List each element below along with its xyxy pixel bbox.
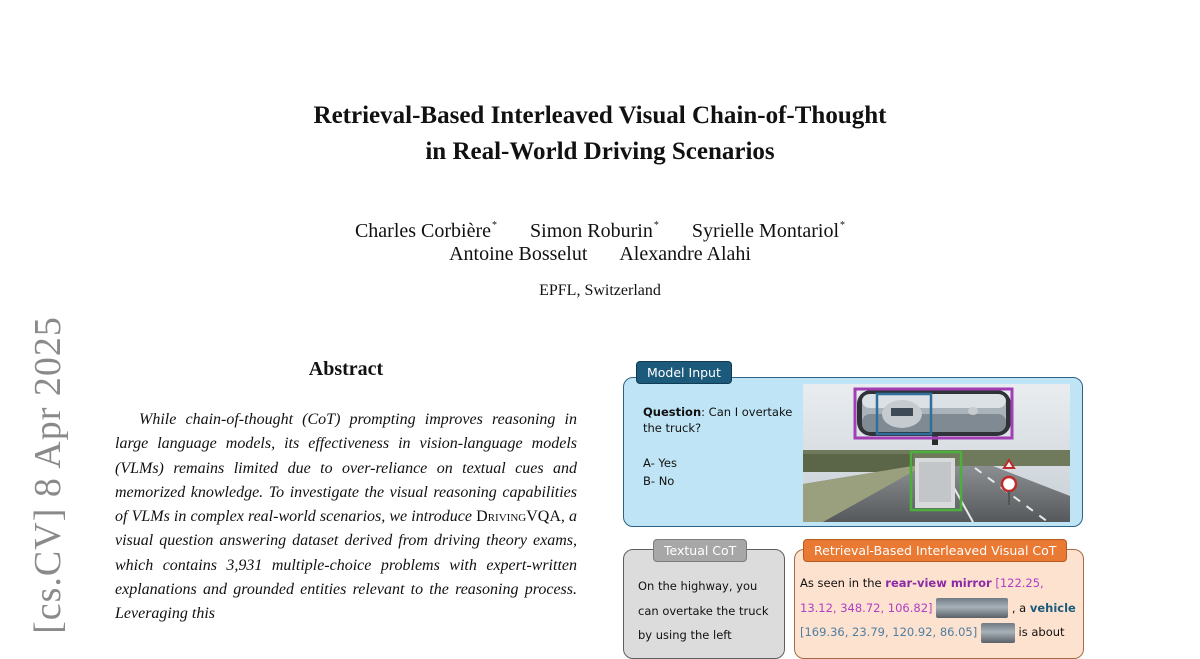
textual-cot-text: On the highway, you can overtake the truck by using the left: [638, 579, 769, 642]
answer-option-a: A- Yes: [643, 456, 677, 470]
answer-option-b: B- No: [643, 474, 675, 488]
cot-text: , a: [1008, 600, 1030, 615]
arxiv-stamp: [18, 310, 78, 640]
dataset-name: DrivingVQA: [476, 508, 561, 526]
cot-text: As seen in the: [800, 576, 886, 590]
vehicle-crop-thumbnail: [981, 623, 1015, 643]
driving-scene-illustration: [803, 384, 1070, 522]
author-name: Simon Roburin: [530, 220, 653, 242]
interleaved-cot-text: [800, 571, 1082, 645]
abstract-text: While chain-of-thought (CoT) prompting improves reasoning in large language models, its effectiveness in vision-language models (VLMs) remains limited due to over-reliance on textual cues and memorized knowledge. To investigate the visual reasoning capabilities of VLMs in complex real-world scenarios, we introduce: [115, 411, 577, 526]
equal-contribution-mark: *: [840, 220, 846, 231]
author-name: Syrielle Montariol: [691, 220, 840, 242]
question-text: : Can I overtake the truck?: [643, 405, 793, 435]
paper-title-line-2: in Real-World Driving Scenarios: [425, 138, 775, 165]
arxiv-stamp-text: [cs.CV] 8 Apr 2025: [27, 316, 69, 634]
mirror-crop-thumbnail: [936, 598, 1008, 618]
abstract-text: , a visual question answering dataset derived from driving theory exams, which contains 3,931 multiple-choice problems with expert-written explanations and grounded entities relevant to the reasoning process. Leveraging this: [115, 508, 577, 623]
affiliation: EPFL, Switzerland: [539, 282, 661, 299]
cot-text: is about: [1014, 625, 1065, 639]
question-label: Question: [643, 405, 702, 419]
equal-contribution-mark: *: [492, 220, 498, 231]
entity-rear-view-mirror-coords: [122.25, 13.12, 348.72, 106.82]: [800, 576, 1044, 615]
author-name: Charles Corbière: [354, 220, 492, 242]
entity-vehicle-coords: [169.36, 23.79, 120.92, 86.05]: [800, 625, 978, 639]
interleaved-cot-label: Retrieval-Based Interleaved Visual CoT: [803, 539, 1067, 562]
question: [643, 404, 793, 436]
abstract-body: [115, 408, 577, 627]
author-name: Antoine Bosselut: [449, 243, 588, 265]
paper-title-line-1: Retrieval-Based Interleaved Visual Chain-of-Thought: [313, 102, 887, 129]
equal-contribution-mark: *: [653, 220, 659, 231]
author-name: Alexandre Alahi: [619, 243, 751, 265]
driving-scene-image: [803, 384, 1070, 522]
abstract-heading: Abstract: [308, 358, 384, 380]
model-input-label: Model Input: [636, 361, 732, 384]
authors-row-2: [0, 240, 1200, 268]
textual-cot-label: Textual CoT: [653, 539, 747, 562]
entity-vehicle: vehicle: [1029, 600, 1076, 615]
entity-rear-view-mirror: rear-view mirror: [885, 576, 992, 590]
